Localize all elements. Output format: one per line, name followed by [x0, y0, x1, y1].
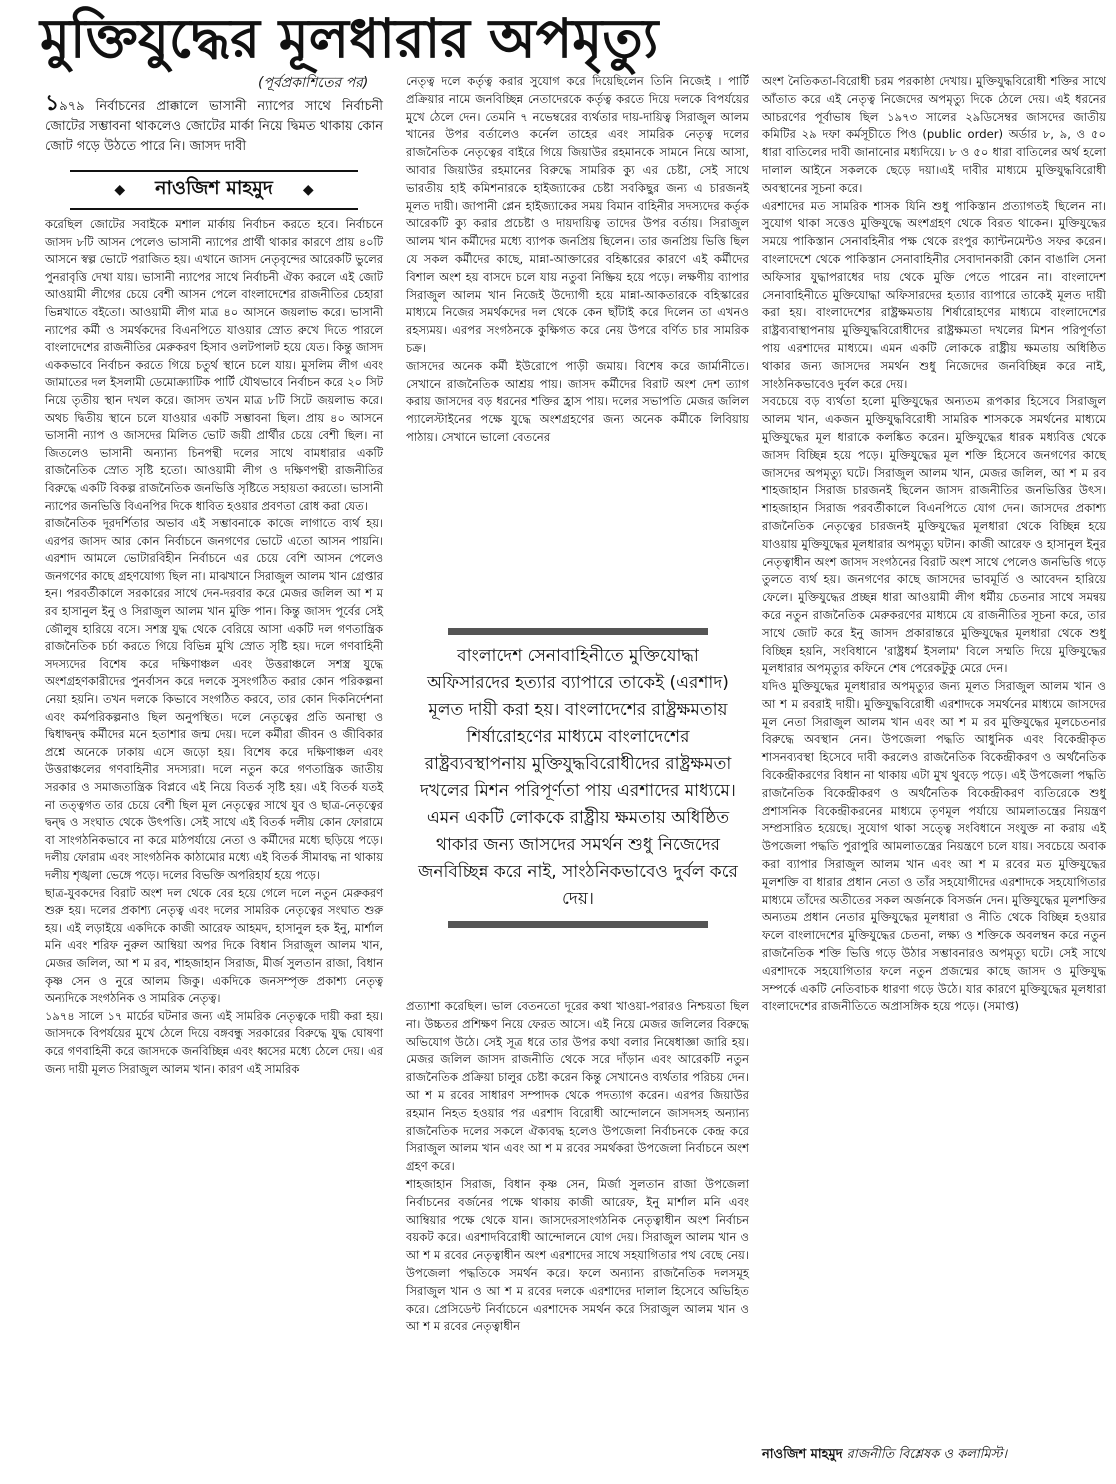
- diamond-icon: ◆: [114, 182, 126, 198]
- author-footer: [762, 1446, 1007, 1464]
- column-2-bottom: [406, 998, 749, 1478]
- paragraph: ছাত্র-যুবকদের বিরাট অংশ দল থেকে বের হয়ে গেলে দলে নতুন মেরুকরণ শুরু হয়। দলের প্রকাশ্য নেতৃত্ব এবং দলের সামরিক নেতৃত্বের সংঘাত শুরু হয়। এই লড়াইয়ে একদিকে কাজী আরেফ আহমদ, হাসানুল হক ইনু, মার্শাল মনি এবং শরিফ নুরুল আম্বিয়া অপর দিকে বিধান সিরাজুল আলম খান, মেজর জলিল, আ শ ম রব, শাহজাহান সিরাজ, মীর্জ সুলতান রাজা, বিধান কৃষ্ণ সেন ও নুরে আলম জিকু। একদিকে জনসম্পৃক্ত প্রকাশ্য নেতৃত্ব অন্যদিকে সংগঠনিক ও সামরিক নেতৃত্ব।: [45, 885, 383, 1006]
- paragraph: নেতৃত্ব দলে কর্তৃত্ব করার সুযোগ করে দিয়েছিলেন তিনি নিজেই । পার্টি প্রক্রিয়ার নামে জনবিচ্ছিন্ন নেতাদেরকে কর্তৃত্ব করতে দিয়ে দলকে বিপর্যয়ের মুখে ঠেলে দেন। তেমনি ৭ নভেম্বরের ব্যর্থতার দায়-দায়িত্ব সিরাজুল আলম খানের উপর বর্তালেও কর্নেল তাহের এবং সামরিক নেতৃত্ব দলের রাজনৈতিক নেতৃত্বের বাইরে গিয়ে জিয়াউর রহমানকে সামনে নিয়ে আসা, আবার জিয়াউর রহমানের বিরুদ্ধে সামরিক ক্যু এর চেষ্টা, সেই সাথে ভারতীয় হাই কমিশনারকে হাইজ্যাকের চেষ্টা সবকিছুর জন্য এ চারজনই মূলত দায়ী। জাপানী প্লেন হাইজ্যাকের সময় বিমান বাহিনীর সদস্যদের কর্তৃক আরেকটি ক্যু করার প্রচেষ্টা ও দায়দায়িত্ব তাদের উপর বর্তায়। সিরাজুল আলম খান কর্মীদের মধ্যে ব্যাপক জনপ্রিয় ছিলেন। তার জনপ্রিয় ভিত্তি ছিল যে সকল কর্মীদের কাছে, মান্না-আক্তারের বহিষ্কারের কারণে এই কর্মীদের বিশাল অংশ হয় বাসদে চলে যায় নতুবা নিষ্ক্রিয় হয়ে পড়ে। লক্ষণীয় ব্যাপার সিরাজুল আলম খান নিজেই উদ্যোগী হয়ে মান্না-আকতারকে বহিস্কারের মাধ্যমে নিজের সমর্থকদের দল থেকে কেন ছাঁটাই করে দিলেন তা এখনও রহস্যময়। এরপর সংগঠনকে কুক্ষিগত করে নেয় উপরে বর্ণিত চার সামরিক চক্র।: [406, 74, 749, 355]
- paragraph: করেছিল জোটের সবাইকে মশাল মার্কায় নির্বাচন করতে হবে। নির্বাচনে জাসদ ৮টি আসন পেলেও ভাসানী ন্যাপের প্রার্থী থাকার কারণে প্রায় ৪০টি আসনে স্বল্প ভোটে পরাজিত হয়। এখানে জাসদ নেতৃবৃন্দের আরেকটি ভুলের পুনরাবৃত্তি দেখা যায়। ভাসানী ন্যাপের সাথে নির্বাচনী ঐক্য করলে এই জোট আওয়ামী লীগের চেয়ে বেশী আসন পেলে বাংলাদেশের রাজনীতির চেহারা ভিন্নখাতে বইতো। আওয়ামী লীগ মাত্র ৪০ আসনে জয়লাভ করে। ভাসানী ন্যাপের কর্মী ও সমর্থকদের বিএনপিতে যাওয়ার স্রোত রুখে দিতে পারলে বাংলাদেশের রাজনীতির মেরুকরণ হিসাব ওলটপালট হয়ে যেত। কিন্তু জাসদ এককভাবে নির্বাচন করতে গিয়ে চতুর্থ স্থানে চলে যায়। মুসলিম লীগ এবং জামাতের দল ইসলামী ডেমোক্র্যাটিক পার্টি যৌথভাবে নির্বাচন করে ২০ সিট নিয়ে তৃতীয় স্থান দখল করে। জাসদ তখন মাত্র ৮টি সিটে জয়লাভ করে। অথচ দ্বিতীয় স্থানে চলে যাওয়ার একটি সম্ভাবনা ছিল। প্রায় ৪০ আসনে ভাসানী ন্যাপ ও জাসদের মিলিত ভোট জয়ী প্রার্থীর চেয়ে বেশী ছিল। না জিতলেও ভাসানী অন্যান্য চিনপন্থী দলের সাথে বামধারার একটি রাজনৈতিক স্রোত সৃষ্টি হতো। আওয়ামী লীগ ও দক্ষিণপন্থী রাজনীতির বিরুদ্ধে একটি বিকল্প রাজনৈতিক জনভিত্তি সৃষ্টিতে সহায়তা করতো। ভাসানী ন্যাপের জনভিত্তি বিএনপির দিকে ধাবিত হওয়ার প্রবণতা রোধ করা যেত।: [45, 217, 383, 513]
- continued-note: (পূর্বপ্রকাশিতের পর): [258, 75, 369, 91]
- paragraph: জাসদের অনেক কর্মী ইউরোপে পাড়ী জমায়। বিশেষ করে জার্মানীতে। সেখানে রাজনৈতিক আশ্রয় পায়। জাসদ কর্মীদের বিরাট অংশ দেশ ত্যাগ করায় জাসদের বড় ধরনের শক্তির হ্রাস পায়। দলের সভাপতি মেজর জলিল প্যালেস্টাইনের পক্ষে যুদ্ধে অংশগ্রহণের জন্য অনেক কর্মীকে লিবিয়ায় পাঠায়। সেখানে ভালো বেতনের: [406, 358, 749, 444]
- column-1-body: [45, 216, 383, 1478]
- paragraph: ১৯৭৪ সালে ১৭ মার্চের ঘটনার জন্য এই সামরিক নেতৃত্বকে দায়ী করা হয়। জাসদকে বিপর্যয়ের মুখে ঠেলে দিয়ে বঙ্গবন্ধু সরকারের বিরুদ্ধে যুদ্ধ ঘোষণা করে গণবাহিনী করে জাসদকে জনবিচ্ছিন্ন এবং ধ্বসের মধ্যে ঠেলে দেয়। এর জন্য দায়ী মূলত সিরাজুল আলম খান। কারণ এই সামরিক: [45, 1008, 383, 1076]
- pull-quote: [416, 628, 740, 988]
- pull-quote-rule: [448, 921, 708, 928]
- byline: [70, 170, 358, 210]
- footer-author-role: রাজনীতি বিশ্লেষক ও কলামিস্ট।: [846, 1447, 1008, 1462]
- column-1-intro: [45, 91, 383, 160]
- paragraph: শাহজাহান সিরাজ, বিধান কৃষ্ণ সেন, মির্জা সুলতান রাজা উপজেলা নির্বাচনের বর্জনের পক্ষে থাকায় কাজী আরেফ, ইনু মার্শাল মনি এবং আম্বিয়ার পক্ষে থেকে যান। জাসদেরসাংগঠনিক নেতৃত্বাধীন অংশ নির্বাচন বয়কট করে। এরশাদবিরোধী আন্দোলনে যোগ দেয়। সিরাজুল আলম খান ও আ শ ম রবের নেতৃত্বাধীন অংশ এরশাদের সাথে সহযাগিতার পথ বেছে নেয়। উপজেলা পদ্ধতিকে সমর্থন করে। ফলে অন্যান্য রাজনৈতিক দলসমূহ সিরাজুল খান ও আ শ ম রবের দলকে এরশাদের দালাল হিসেবে অভিহিত করে। প্রেসিডেন্ট নির্বাচেনে এরশাদেক সমর্থন করে সিরাজুল আলম খান ও আ শ ম রবের নেতৃত্বাধীন: [406, 1176, 749, 1334]
- column-2-top: [406, 73, 749, 621]
- author-name: নাওজিশ মাহমুদ: [155, 177, 273, 199]
- pull-quote-rule: [448, 628, 708, 635]
- paragraph: অংশ নৈতিকতা-বিরোধী চরম পরকাষ্ঠা দেখায়। মুক্তিযুদ্ধবিরোধী শক্তির সাথে আঁতাত করে এই নেতৃত্ব নিজেদের অপমৃত্যু দিকে ঠেলে দেয়। এই ধরনের আচরণের পূর্বাভাষ ছিল ১৯৭৩ সালের ২৯ডিসেম্বর জাসদের জাতীয় কমিটির ২৯ দফা কর্মসূচীতে পিও (public order) অর্ডার ৮, ৯, ও ৫০ ধারা বাতিলের দাবী জানানোর মধ্যদিয়ে। ৮ ও ৫০ ধারা বাতিলের অর্থ হলো দালাল আইনে সকলকে ছেড়ে দয়া।এই দাবীর মাধ্যমে মুক্তিযুদ্ধবিরোধী অবস্থানের সূচনা করে।: [762, 74, 1106, 195]
- paragraph: এরশাদের মত সামরিক শাসক যিনি শুধু পাকিস্তান প্রত্যাগতই ছিলেন না। সুযোগ থাকা সত্তেও মুক্তিযুদ্ধে অংশগ্রহণ থেকে বিরত থাকেন। মুক্তিযুদ্ধের সময়ে পাকিস্তান সেনাবহিনীর পক্ষ থেকে রংপুর ক্যান্টনমেন্টও সফর করেন। বাংলাদেশে থেকে পাকিস্তান সেনাবাহিনীর সেবাদানকারী কোন বাঙালি সেনা অফিসার যুদ্ধাপরাধের দায় থেকে মুক্তি পেতে পারেন না। বাংলাদেশ সেনাবাহিনীতে মুক্তিযোদ্ধা অফিসারদের হত্যার ব্যাপারে তাকেই মূলত দায়ী করা হয়। বাংলাদেশের রাষ্ট্রক্ষমতায় শির্ষারোহণের মাধ্যমে বাংলাদেশের রাষ্ট্রব্যবাস্থাপনায় মুক্তিযুদ্ধবিরোধীদের রাষ্ট্রক্ষমতা দখলের মিশন পরিপূর্ণতা পায় এরশাদের মাধ্যমে। এমন একটি লোককে রাষ্ট্রীয় ক্ষমতায় অধিষ্ঠিত থাকার জন্য জাসদের সমর্থন শুধু নিজেদের জনবিচ্ছিন্ন করে নাই, সাংঠনিকভাবেও দুর্বল করে দেয়।: [762, 198, 1106, 391]
- drop-cap: ১: [45, 91, 60, 116]
- paragraph: যদিও মুক্তিযুদ্ধের মূলধারার অপমৃত্যুর জন্য মূলত সিরাজুল আলম খান ও আ শ ম রবরাই দায়ী। মুক্তিযুদ্ধবিরোধী এরশাদকে সমর্থনের মাধ্যমে জাসদের মূল নেতা সিরাজুল আলম খান এবং আ শ ম রব মুক্তিযুদ্ধের মূলচেতনার বিরুদ্ধে অবস্থান নেন। উপজেলা পদ্ধতি আধুনিক এবং বিকেন্দ্রীকৃত শাসনব্যবস্থা হিসেবে দাবী করলেও রাজনৈতিক বিকেন্দ্রীকরণ ও অর্থনৈতিক বিকেন্দ্রীকরণের বিধান না থাকায় এটা মুখ থুবড়ে পড়ে। এই উপজেলা পদ্ধতি রাজনৈতিক বিকেন্দ্রীকরণ ও অর্থনৈতিক বিকেন্দ্রীকরণ ব্যতিরেকে শুধু প্রশাসনিক বিকেন্দ্রীকরনের মাধ্যমে তৃণমূল পর্যায়ে আমলাতন্ত্রের নিয়ন্ত্রণ সম্প্রসারিত হয়েছে। সুযোগ থাকা সত্ত্বে সংবিধানে সংযুক্ত না করায় এই উপজেলা পদ্ধতি পুরাপুরি আমলাতন্ত্রের নিয়ন্ত্রণে চলে যায়। সবচেয়ে অবাক করা ব্যাপার সিরাজুল আলম খান এবং আ শ ম রবের মত মুক্তিযুদ্ধের মূলশক্তি বা ধারার প্রধান নেতা ও তাঁর সহযোগীদের এরশাদকে সহযোগিতার মাধ্যমে তাঁদের অতীতের সকল অর্জনকে বিসর্জন দেন। মুক্তিযুদ্ধের মূলশক্তির অন্যতম প্রধান নেতার মুক্তিযুদ্ধের মূলধারা ও নীতি থেকে বিচ্ছিন্ন হওয়ার ফলে বাংলাদেশের মুক্তিযুদ্ধের চেতনা, লক্ষ্য ও শক্তিকে অবলম্বন করে নতুন রাজনৈতিক শক্তি ভিত্তি গড়ে উঠার সম্ভাবনারও অপমৃত্যু ঘটে। সেই সাথে এরশাদকে সহযোগিতার ফলে নতুন প্রজন্মের কাছে জাসদ ও মুক্তিযুদ্ধ সম্পর্কে একটি নেতিবাচক ধারণা গড়ে উঠে। যার কারণে মুক্তিযুদ্ধের মূলধারা বাংলাদেশের রাজনীতিতে অপ্রাসঙ্গিক হয়ে পড়ে। (সমাপ্ত): [762, 679, 1106, 1014]
- diamond-icon: ◆: [302, 182, 314, 198]
- pull-quote-text: বাংলাদেশ সেনাবাহিনীতে মুক্তিযোদ্ধা অফিসারদের হত্যার ব্যাপারে তাকেই (এরশাদ) মূলত দায়ী করা হয়। বাংলাদেশের রাষ্ট্রক্ষমতায় শির্ষারোহণের মাধ্যমে বাংলাদেশের রাষ্ট্রব্যবস্থাপনায় মুক্তিযুদ্ধবিরোধীদের রাষ্ট্রক্ষমতা দখলের মিশন পরিপূর্ণতা পায় এরশাদের মাধ্যমে। এমন একটি লোককে রাষ্ট্রীয় ক্ষমতায় অধিষ্ঠিত থাকার জন্য জাসদের সমর্থন শুধু নিজেদের জনবিচ্ছিন্ন করে নাই, সাংঠনিকভাবেও দুর্বল করে দেয়।: [418, 646, 738, 909]
- intro-paragraph: [45, 91, 383, 157]
- paragraph: সবচেয়ে বড় ব্যর্থতা হলো মুক্তিযুদ্ধের অন্যতম রূপকার হিসেবে সিরাজুল আলম খান, একজন মুক্তিযুদ্ধবিরোধী সামরিক শাসককে সমর্থনের মাধ্যমে মুক্তিযুদ্ধের মূল ধারাকে কলঙ্কিত করেন। মুক্তিযুদ্ধের ধারক মধ্যবিত্ত থেকে জাসদ বিচ্ছিন্ন হয়ে পড়ে। মুক্তিযুদ্ধের মূল শক্তি হিসেবে জনগণের কাছে জাসদের অপমৃত্যু ঘটে। সিরাজুল আলম খান, মেজর জলিল, আ শ ম রব শাহজাহান সিরাজ চারজনই ছিলেন জাসদ রাজনীতির জনভিত্তির উৎস। শাহজাহান সিরাজ পরবর্তীকালে বিএনপিতে যোগ দেন। জাসদের প্রকাশ্য রাজনৈতিক নেতৃত্বের চারজনই মুক্তিযুদ্ধের মূলধারা থেকে বিচ্ছিন্ন হয়ে যাওয়ায় মুক্তিযুদ্ধের মূলধারার অপমৃত্যু ঘটান। কাজী আরেফ ও হাসানুল ইনুর নেতৃত্বাধীন অংশ জাসদ সংগঠনের বিরাট অংশ সাথে পেলেও জনভিত্তি গড়ে তুলতে ব্যর্থ হয়। জনগণের কাছে জাসদের ভাবমূর্তি ও আবেদন হারিয়ে ফেলে। মুক্তিযুদ্ধের প্রচ্ছন্ন ধারা আওয়ামী লীগ ধর্মীয় চেতনার সাথে সমন্বয় করে নতুন রাজনৈতিক মেরুকরণের মাধ্যমে যে রাজনীতির সূচনা করে, তার সাথে জোট করে ইনু জাসদ প্রকারান্তরে মুক্তিযুদ্ধের মূলধারা থেকে শুধু বিচ্ছিন্ন হয়নি, সংবিধানে 'রাষ্ট্রধর্ম ইসলাম' বিলে সম্মতি দিয়ে মুক্তিযুদ্ধের মূলধারার অপমৃত্যুর কফিনে শেষ পেরেকটুকু মেরে দেন।: [762, 394, 1106, 676]
- paragraph: প্রত্যাশা করেছিল। ভাল বেতনতো দূরের কথা খাওয়া-পরারও নিশ্চয়তা ছিল না। উচ্চতর প্রশিক্ষণ নিয়ে ফেরত আসে। এই নিয়ে মেজর জলিলের বিরুদ্ধে অভিযোগ উঠে। সেই সূত্র ধরে তার উপর কথা বলার নিষেধাজ্ঞা জারি হয়। মেজর জলিল জাসদ রাজনীতি থেকে সরে দাঁড়ান এবং আরেকটি নতুন রাজনৈতিক প্রক্রিয়া চালুর চেষ্টা করেন কিন্তু সেখানেও ব্যর্থতার পরিচয় দেন। আ শ ম রবের সাধারণ সম্পাদক থেকে পদত্যাগ করেন। এরপর জিয়াউর রহমান নিহত হওয়ার পর এরশাদ বিরোধী আন্দোলনে জাসদসহ অন্যান্য রাজনৈতিক দলের সকলে ঐক্যবদ্ধ হলেও উপজেলা নির্বাচনকে কেন্দ্র করে সিরাজুল আলম খান এবং আ শ ম রবের সমর্থকরা উপজেলা নির্বাচনে অংশ গ্রহণ করে।: [406, 999, 749, 1174]
- headline: মুক্তিযুদ্ধের মূলধারার অপমৃত্যু: [40, 7, 659, 70]
- intro-text: ৯৭৯ নির্বাচনের প্রাক্কালে ভাসানী ন্যাপের সাথে নির্বাচনী জোটের সম্ভাবনা থাকলেও জোটের মার্কা নিয়ে দ্বিমত থাকায় কোন জোট গড়ে উঠতে পারে নি। জাসদ দাবী: [45, 99, 383, 154]
- footer-author-name: নাওজিশ মাহমুদ: [762, 1447, 843, 1462]
- paragraph: রাজনৈতিক দূরদর্শিতার অভাব এই সম্ভাবনাকে কাজে লাগাতে ব্যর্থ হয়। এরপর জাসদ আর কোন নির্বাচনে জনগণের ভোটে এতো আসন পায়নি। এরশাদ আমলে ভোটারবিহীন নির্বাচনে এর চেয়ে বেশি আসন পেলেও জনগণের কাছে গ্রহণযোগ্য ছিল না। মাঝখানে সিরাজুল আলম খান গ্রেপ্তার হন। পরবর্তীকালে সরকারের সাথে দেন-দরবার করে মেজর জলিল আ শ ম রব হাসানুল ইনু ও সিরাজুল আলম খান মুক্তি পান। কিন্তু জাসদ পূর্বের সেই জৌলুষ হারিয়ে বসে। সশস্ত্র যুদ্ধ থেকে বেরিয়ে আসা একটি দল গণতান্ত্রিক রাজনৈতিক চর্চা করতে গিয়ে বিভিন্ন মুখি স্রোত সৃষ্টি হয়। দলে গণবাহিনী সদস্যদের বিশেষ করে দক্ষিণাঞ্চল এবং উত্তরাঞ্চলে সশস্ত্র যুদ্ধে অংশগ্রহণকারীদের পুনর্বাসন করে দলকে সুসংগঠিত করার কোন পরিকল্পনা নেয়া হয়নি। তখন দলকে কিভাবে সংগঠিত করবে, তার কোন দিকনির্দেশনা এবং কর্মপরিকল্পনাও ছিল অনুপস্থিত। দলে নেতৃত্বের প্রতি অনাস্থা ও দ্বিধাদ্বন্দ্ব কর্মীদের মনে হতাশার জন্ম দেয়। দলে কর্মীরা জীবন ও জীবিকার প্রশ্নে অনেকে ঢাকায় এসে জড়ো হয়। বিশেষ করে দক্ষিণাঞ্চল এবং উত্তরাঞ্চলের গণবাহিনীর সদস্যরা। দলে নতুন করে গণতান্ত্রিক জাতীয় সরকার ও সমাজতান্ত্রিক বিপ্লবে এই নিয়ে বিতর্ক সৃষ্টি হয়। এই বিতর্ক যতই না তত্ত্বগত তার চেয়ে বেশী ছিল মূল নেতৃত্বের সাথে যুব ও ছাত্র-নেতৃত্বের দ্বন্দ্ব ও সংঘাত থেকে উৎপত্তি। সেই সাথে এই বিতর্ক দলীয় কোন ফোরামে বা সাংগঠনিকভাবে না করে মাঠপর্যায়ে নেতা ও কর্মীদের মধ্যে ছড়িয়ে পড়ে। দলীয় ফোরাম এবং সাংগঠনিক কাঠামোর মধ্যে এই বিতর্ক সীমাবদ্ধ না থাকায় দলীয় শৃঙ্খলা ভেঙ্গে পড়ে। দলের বিভক্তি অপরিহার্য হয়ে পড়ে।: [45, 516, 383, 882]
- column-3: [762, 73, 1106, 1433]
